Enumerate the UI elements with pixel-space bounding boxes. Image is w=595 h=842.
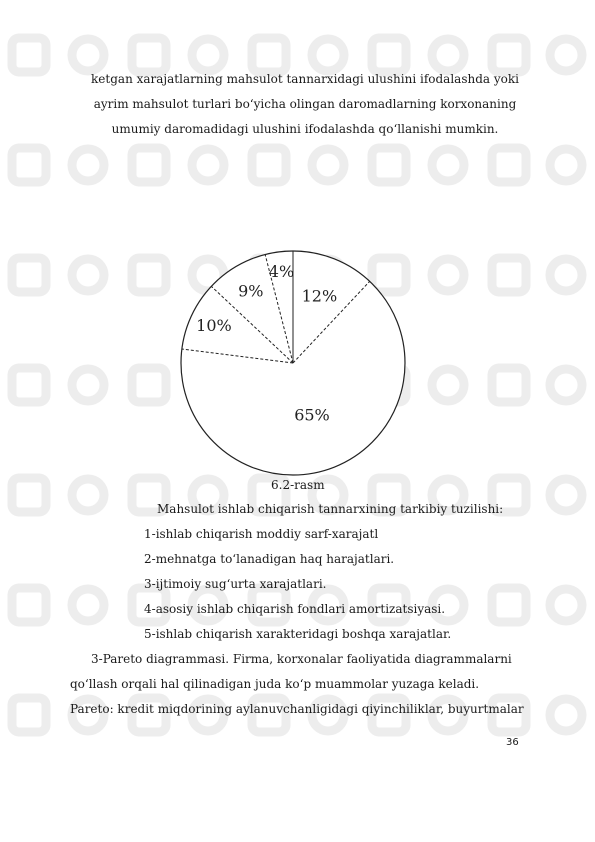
legend-item-3: 3-ijtimoiy sug‘urta xarajatlari. [144,577,327,591]
page-number: 36 [506,737,519,748]
legend-item-2: 2-mehnatga to‘lanadigan haq harajatlari. [144,552,395,566]
body-line: 3-Pareto diagrammasi. Firma, korxonalar faoliyatida diagrammalarni [91,652,512,666]
pie-slice-label: 10% [196,315,232,335]
legend-item-4: 4-asosiy ishlab chiqarish fondlari amortizatsiyasi. [144,602,446,616]
intro-line: ayrim mahsulot turlari bo‘yicha olingan daromadlarning korxonaning [93,97,517,111]
pie-slice-label: 4% [268,261,295,281]
body-line: qo‘llash orqali hal qilinadigan juda ko‘p muammolar yuzaga keladi. [70,677,480,691]
legend-item-1: 1-ishlab chiqarish moddiy sarf-xarajatl [144,527,379,541]
pie-slice-label: 9% [238,281,264,301]
pie-slice-label: 12% [301,286,338,306]
intro-line: umumiy daromadidagi ulushini ifodalashda qo‘llanishi mumkin. [111,122,499,136]
intro-line: ketgan xarajatlarning mahsulot tannarxidagi ulushini ifodalashda yoki [91,72,519,86]
legend-item-5: 5-ishlab chiqarish xarakteridagi boshqa xarajatlar. [144,627,452,641]
figure-caption: 6.2-rasm [271,478,325,492]
figure-title: Mahsulot ishlab chiqarish tannarxining tarkibiy tuzilishi: [157,502,504,516]
body-line: Pareto: kredit miqdorining aylanuvchanligidagi qiyinchiliklar, buyurtmalar [70,702,524,716]
pie-slice-label: 65% [294,405,330,425]
intro-paragraph [70,67,540,142]
pie-chart [180,246,420,486]
